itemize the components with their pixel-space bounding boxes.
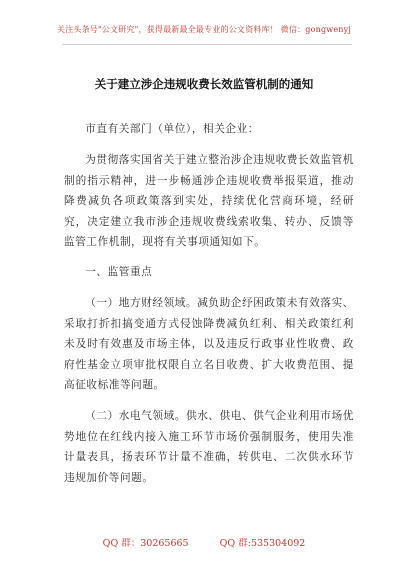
header-banner: 关注头条号"公文研究"，获得最新最全最专业的公文资料库！ 微信：gongwenyj (56, 25, 352, 34)
footer-qq-group-2: QQ 群:535304092 (219, 538, 306, 549)
intro-paragraph: 为贯彻落实国省关于建立整治涉企违规收费长效监管机制的指示精神，进一步畅通涉企违规收费举报渠道，推动降费减负各项政策落到实处，持续优化营商环境，经研究，决定建立我市涉企违规收费线索收集、转办、反馈等监管工作机制，现将有关事项通知如下。 (64, 154, 354, 248)
document-title: 关于建立涉企违规收费长效监管机制的通知 (94, 77, 314, 91)
salutation: 市直有关部门（单位），相关企业： (85, 123, 259, 135)
header-divider (62, 44, 352, 45)
footer-qq-group-1: QQ 群：30265665 (102, 538, 189, 549)
footer (0, 535, 408, 549)
item-paragraph-1: （一）地方财经领域。减负助企纾困政策未有效落实、采取打折扣搞变通方式侵蚀降费减负红利、相关政策红利未及时有效惠及市场主体，以及违反行政事业性收费、政府性基金立项审批权限自立名目收费、扩大收费范围、提高征收标准等问题。 (64, 297, 354, 391)
item-paragraph-2: （二）水电气领域。供水、供电、供气企业利用市场优势地位在红线内接入施工环节市场价强制服务，使用失准计量表具，扬表环节计量不准确，转供电、二次供水环节违规加价等问题。 (64, 410, 354, 484)
section-heading: 一、监管重点 (85, 266, 153, 278)
